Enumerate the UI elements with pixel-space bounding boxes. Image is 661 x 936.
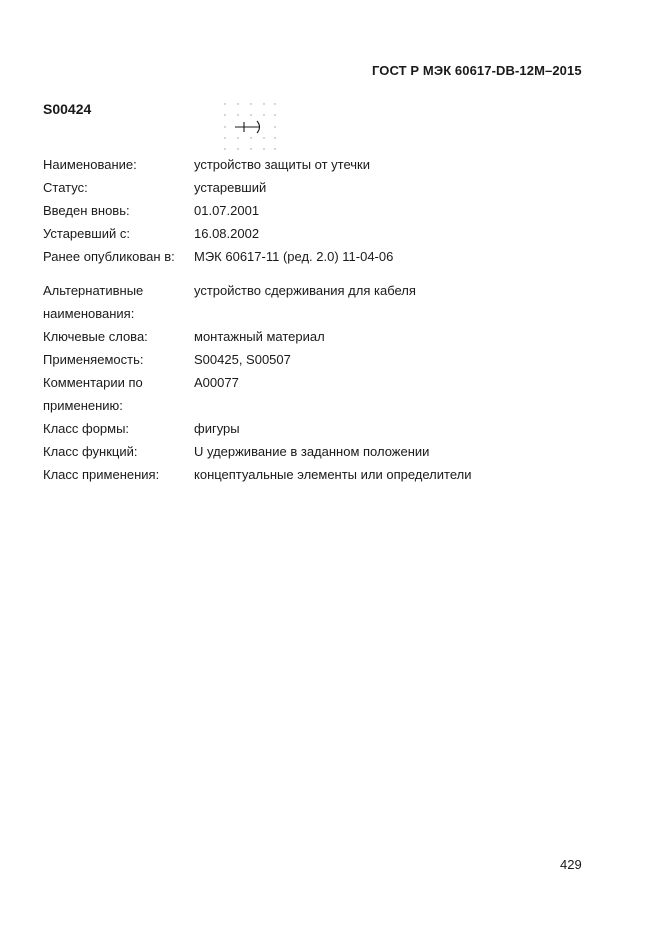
attribute-value: устройство защиты от утечки bbox=[194, 157, 370, 172]
cable-restraint-symbol-icon bbox=[220, 97, 280, 153]
attribute-row bbox=[43, 371, 472, 417]
attribute-label: Альтернативные наименования: bbox=[43, 283, 144, 321]
attribute-row bbox=[43, 176, 472, 199]
attribute-value: 01.07.2001 bbox=[194, 203, 260, 218]
attributes-table bbox=[43, 153, 472, 486]
attribute-value: U удерживание в заданном положении bbox=[194, 444, 430, 459]
attribute-value: монтажный материал bbox=[194, 329, 325, 344]
attribute-value: концептуальные элементы или определители bbox=[194, 467, 472, 482]
attribute-label: Статус: bbox=[43, 180, 88, 195]
attribute-row bbox=[43, 245, 472, 268]
symbol-id: S00424 bbox=[43, 101, 92, 117]
attribute-label: Комментарии по применению: bbox=[43, 375, 143, 413]
attribute-value: A00077 bbox=[194, 375, 239, 390]
attribute-label: Ранее опубликован в: bbox=[43, 249, 175, 264]
symbol-strokes bbox=[235, 121, 260, 133]
attribute-value: устройство сдерживания для кабеля bbox=[194, 283, 416, 298]
standard-code-header: ГОСТ Р МЭК 60617-DB-12M–2015 bbox=[372, 63, 582, 78]
page-number: 429 bbox=[560, 857, 582, 872]
attribute-row bbox=[43, 440, 472, 463]
attribute-row bbox=[43, 222, 472, 245]
attribute-row bbox=[43, 199, 472, 222]
attribute-label: Класс формы: bbox=[43, 421, 130, 436]
attribute-row bbox=[43, 348, 472, 371]
attribute-value: МЭК 60617-11 (ред. 2.0) 11-04-06 bbox=[194, 249, 394, 264]
attribute-label: Класс применения: bbox=[43, 467, 160, 482]
attribute-label: Класс функций: bbox=[43, 444, 138, 459]
attribute-label: Ключевые слова: bbox=[43, 329, 148, 344]
attribute-row bbox=[43, 417, 472, 440]
attribute-value: фигуры bbox=[194, 421, 240, 436]
attribute-label: Наименование: bbox=[43, 157, 137, 172]
attribute-value: S00425, S00507 bbox=[194, 352, 291, 367]
attribute-row bbox=[43, 463, 472, 486]
attribute-row bbox=[43, 325, 472, 348]
attribute-row bbox=[43, 153, 472, 176]
attribute-value: 16.08.2002 bbox=[194, 226, 260, 241]
attribute-value: устаревший bbox=[194, 180, 267, 195]
attribute-label: Устаревший с: bbox=[43, 226, 130, 241]
attribute-label: Применяемость: bbox=[43, 352, 144, 367]
attribute-label: Введен вновь: bbox=[43, 203, 130, 218]
attribute-row bbox=[43, 268, 472, 325]
